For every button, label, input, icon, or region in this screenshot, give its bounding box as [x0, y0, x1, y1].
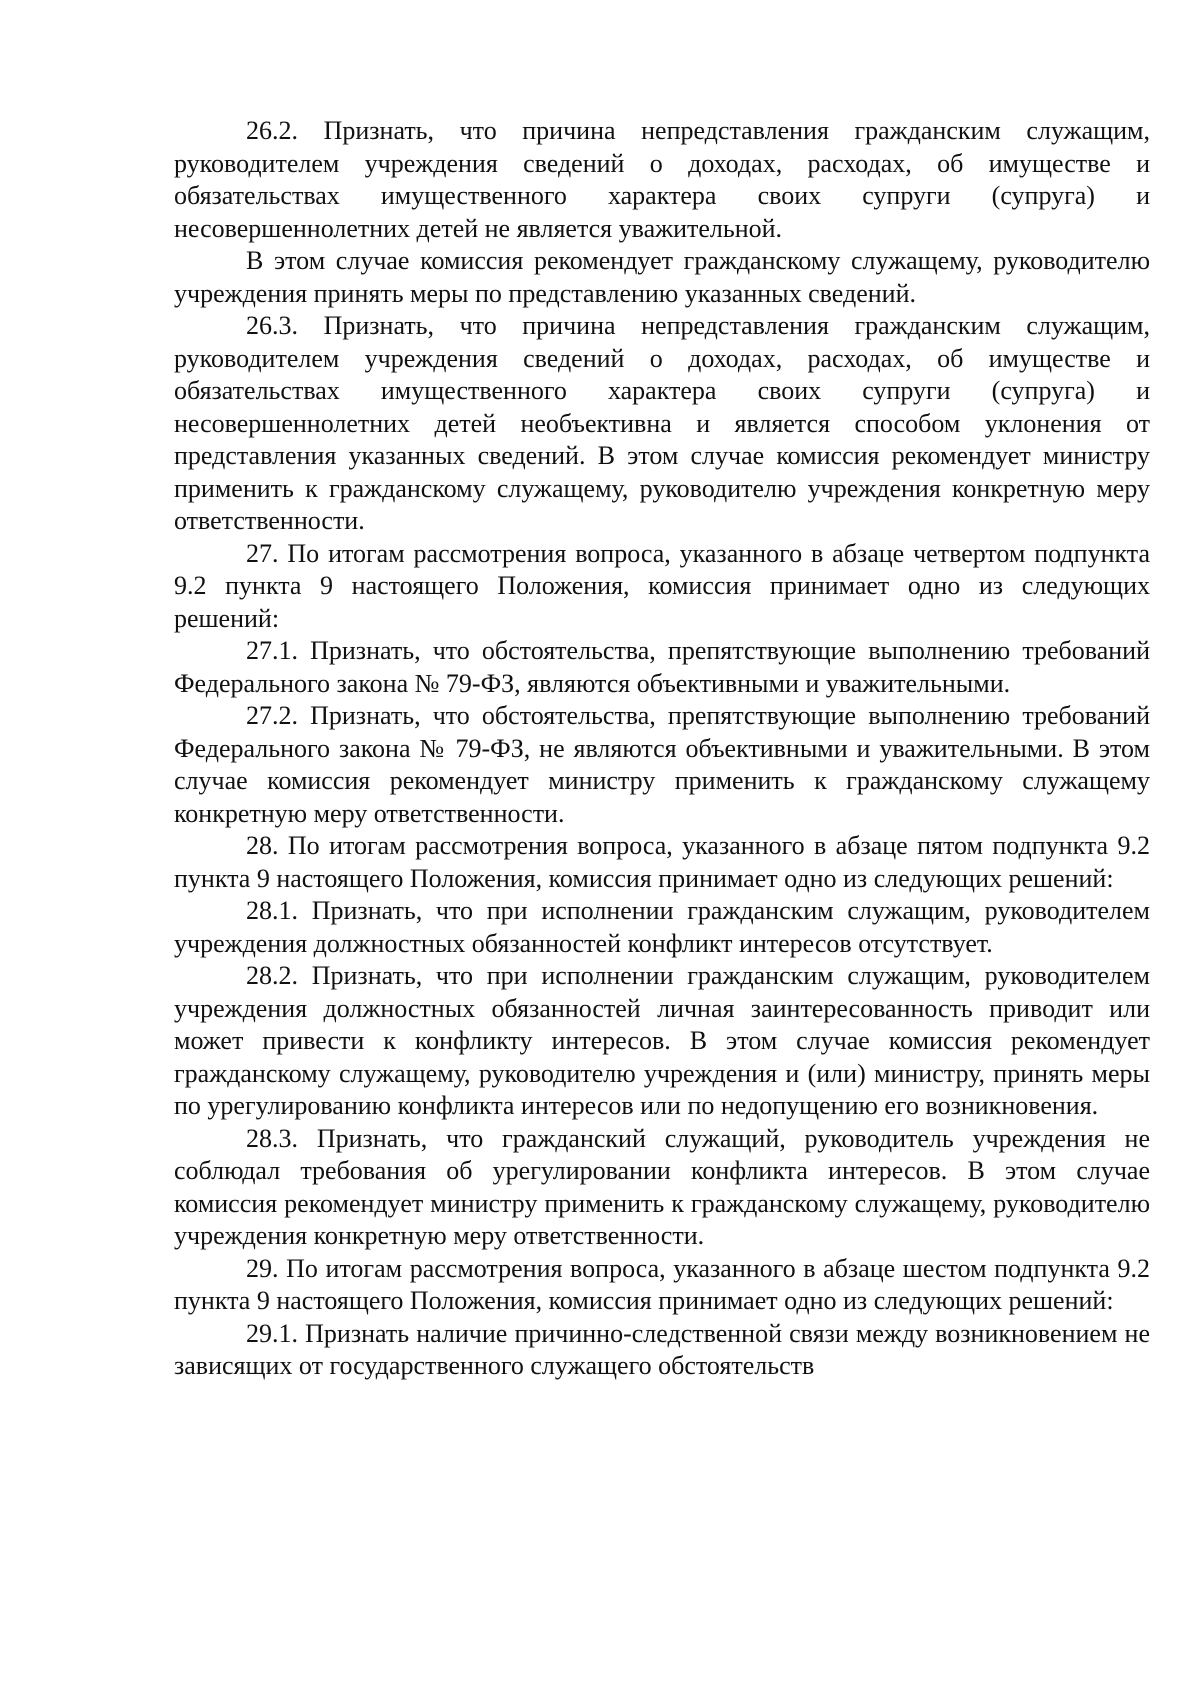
paragraph-28: 28. По итогам рассмотрения вопроса, указанного в абзаце пятом подпункта 9.2 пункта 9 настоящего Положения, комиссия принимает одно из следующих решений:: [174, 831, 1150, 893]
paragraph-27-1: 27.1. Признать, что обстоятельства, препятствующие выполнению требований Федерального закона № 79-ФЗ, являются объективными и уважительными.: [174, 636, 1150, 698]
paragraph-27-2: 27.2. Признать, что обстоятельства, препятствующие выполнению требований Федерального закона № 79-ФЗ, не являются объективными и уважительными. В этом случае комиссия рекомендует министру применить к гражданскому служащему конкретную меру ответственности.: [174, 701, 1150, 828]
paragraph-27: 27. По итогам рассмотрения вопроса, указанного в абзаце четвертом подпункта 9.2 пункта 9 настоящего Положения, комиссия принимает одно из следующих решений:: [174, 538, 1150, 633]
paragraph-28-3: 28.3. Признать, что гражданский служащий, руководитель учреждения не соблюдал требования об урегулировании конфликта интересов. В этом случае комиссия рекомендует министру применить к гражданскому служащему, руководителю учреждения конкретную меру ответственности.: [174, 1123, 1150, 1250]
paragraph-26-2-recommendation: В этом случае комиссия рекомендует гражданскому служащему, руководителю учреждения принять меры по представлению указанных сведений.: [174, 246, 1150, 308]
paragraph-28-2: 28.2. Признать, что при исполнении гражданским служащим, руководителем учреждения должностных обязанностей личная заинтересованность приводит или может привести к конфликту интересов. В этом случае комиссия рекомендует гражданскому служащему, руководителю учреждения и (или) министру, принять меры по урегулированию конфликта интересов или по недопущению его возникновения.: [174, 961, 1150, 1120]
paragraph-29-1: 29.1. Признать наличие причинно-следственной связи между возникновением не зависящих от государственного служащего обстоятельств: [174, 1318, 1150, 1380]
document-page: [174, 115, 1150, 1383]
paragraph-28-1: 28.1. Признать, что при исполнении гражданским служащим, руководителем учреждения должностных обязанностей конфликт интересов отсутствует.: [174, 896, 1150, 958]
paragraph-29: 29. По итогам рассмотрения вопроса, указанного в абзаце шестом подпункта 9.2 пункта 9 настоящего Положения, комиссия принимает одно из следующих решений:: [174, 1253, 1150, 1315]
paragraph-26-2: 26.2. Признать, что причина непредставления гражданским служащим, руководителем учреждения сведений о доходах, расходах, об имуществе и обязательствах имущественного характера своих супруги (супруга) и несовершеннолетних детей не является уважительной.: [174, 116, 1150, 243]
paragraph-26-3: 26.3. Признать, что причина непредставления гражданским служащим, руководителем учреждения сведений о доходах, расходах, об имуществе и обязательствах имущественного характера своих супруги (супруга) и несовершеннолетних детей необъективна и является способом уклонения от представления указанных сведений. В этом случае комиссия рекомендует министру применить к гражданскому служащему, руководителю учреждения конкретную меру ответственности.: [174, 311, 1150, 535]
